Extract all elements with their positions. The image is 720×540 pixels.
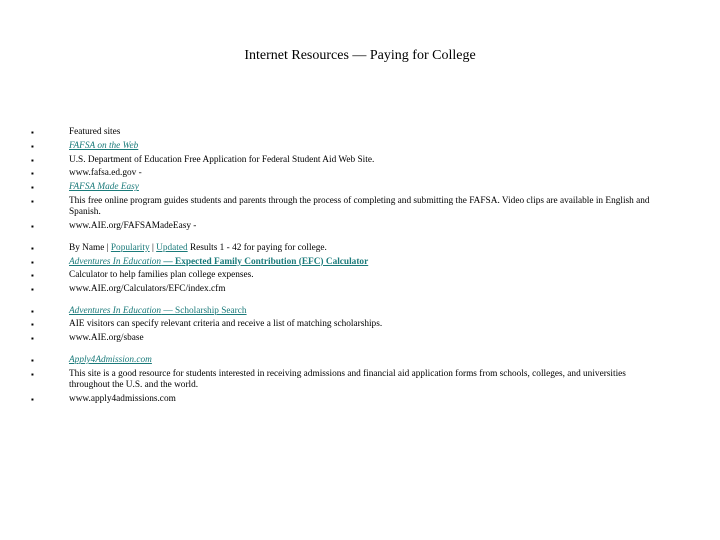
efc-url: www.AIE.org/Calculators/EFC/index.cfm [69,284,226,295]
page-title: Internet Resources — Paying for College [244,48,476,63]
bullet-icon: ▪ [31,285,34,295]
apply4admission-link[interactable]: Apply4Admission.com [69,354,152,365]
list-item [0,155,720,167]
list-item [0,369,720,392]
fafsa-web-link[interactable]: FAFSA on the Web [69,140,139,151]
sort-separator: | [149,242,157,253]
efc-description: Calculator to help families plan college expenses. [69,270,254,281]
bullet-icon: ▪ [31,257,34,267]
bullet-icon: ▪ [31,394,34,404]
scholar-link-italic: Adventures In Education [69,305,162,316]
list-item [0,394,720,406]
resource-list [0,127,720,408]
bullet-icon: ▪ [31,243,34,253]
list-item [0,319,720,331]
bullet-icon: ▪ [31,320,34,330]
list-item [0,243,720,255]
results-text: Results 1 - 42 for paying for college. [187,242,327,253]
apply4admission-description: This site is a good resource for students interested in receiving admissions and financial aid application forms from schools, colleges, and universities throughout the U.S. and the world. [69,368,626,391]
bullet-icon: ▪ [31,141,34,151]
sort-popularity-link[interactable]: Popularity [110,242,150,253]
efc-link-rest: — Expected Family Contribution (EFC) Calculator [161,256,369,267]
bullet-icon: ▪ [31,355,34,365]
bullet-icon: ▪ [31,196,34,206]
apply4admission-url: www.apply4admissions.com [69,393,176,404]
bullet-icon: ▪ [31,222,34,232]
list-item [0,284,720,296]
list-item [0,257,720,269]
list-item [0,270,720,282]
featured-label: Featured sites [69,127,121,137]
bullet-icon: ▪ [31,271,34,281]
sort-updated-link[interactable]: Updated [156,242,188,253]
scholarship-url: www.AIE.org/sbase [69,333,144,344]
list-item [0,333,720,345]
list-item [0,127,720,139]
fafsa-web-url: www.fafsa.ed.gov - [69,168,142,179]
list-item [0,221,720,233]
list-item [0,168,720,180]
efc-calculator-link[interactable] [31,256,369,267]
bullet-icon: ▪ [31,183,34,193]
list-item [0,196,720,219]
list-item [0,182,720,194]
fafsa-easy-description: This free online program guides students and parents through the process of completing and submitting the FAFSA. Video clips are available in English and Spanish. [69,195,650,218]
bullet-icon: ▪ [31,128,34,137]
bullet-icon: ▪ [31,306,34,316]
bullet-icon: ▪ [31,369,34,379]
fafsa-web-description: U.S. Department of Education Free Application for Federal Student Aid Web Site. [69,154,375,165]
fafsa-easy-link[interactable]: FAFSA Made Easy [69,182,139,193]
sort-separator: | [104,242,111,253]
bullet-icon: ▪ [31,155,34,165]
bullet-icon: ▪ [31,334,34,344]
bullet-icon: ▪ [31,169,34,179]
list-item [0,355,720,367]
sort-by-name: By Name [69,242,105,253]
scholar-link-rest: — Scholarship Search [161,305,247,316]
scholarship-search-link[interactable] [31,305,247,316]
scholarship-description: AIE visitors can specify relevant criteria and receive a list of matching scholarships. [69,319,383,330]
list-item [0,306,720,318]
fafsa-easy-url: www.AIE.org/FAFSAMadeEasy - [69,221,197,232]
efc-link-italic: Adventures In Education [69,256,162,267]
list-item [0,141,720,153]
